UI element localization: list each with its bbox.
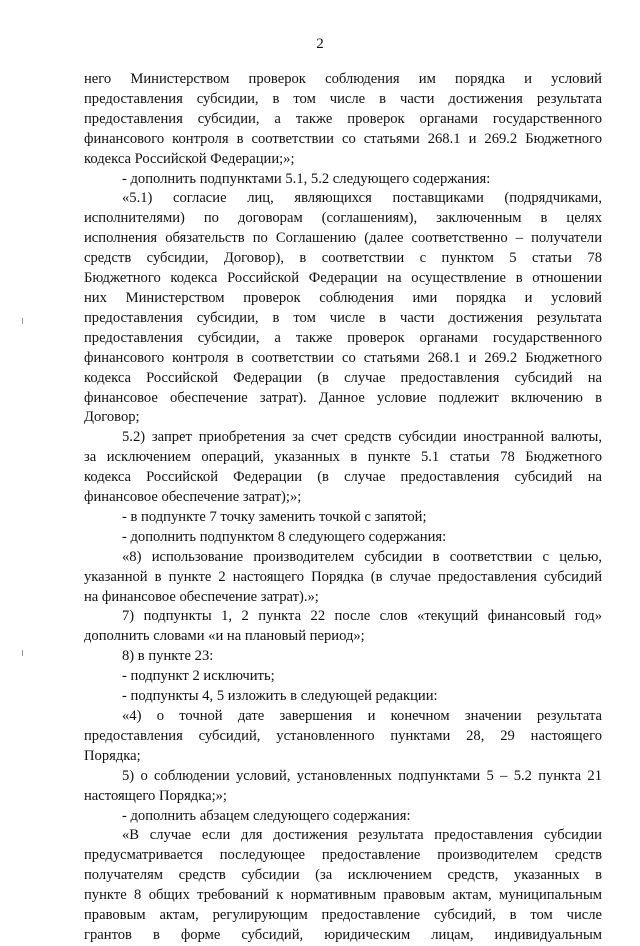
text-line: «В случае если для достижения результата предоставления субсидии	[122, 827, 602, 844]
text-line: предоставления субсидии, а также проверок органами государственного	[84, 110, 602, 127]
text-line: - подпункты 4, 5 изложить в следующей редакции:	[122, 688, 438, 705]
document-body	[84, 70, 602, 946]
text-line: предоставления субсидии, в том числе в части достижения результата	[84, 90, 602, 107]
text-line: кодекса Российской Федерации;»;	[84, 150, 295, 167]
text-line: кодекса Российской Федерации (в случае предоставления субсидий на	[84, 369, 602, 386]
text-line: за исключением операций, указанных в пункте 5.1 статьи 78 Бюджетного	[84, 449, 602, 466]
text-line: финансовое обеспечение затрат). Данное условие подлежит включению в	[84, 389, 602, 406]
text-line: - подпункт 2 исключить;	[122, 668, 275, 685]
text-line: 7) подпункты 1, 2 пункта 22 после слов «текущий финансовый год»	[122, 608, 602, 625]
scan-margin-mark	[22, 318, 23, 324]
page-number: 2	[316, 36, 324, 52]
text-line: средств субсидии, Договор), в соответствии с пунктом 5 статьи 78	[84, 250, 602, 267]
text-line: - дополнить подпунктами 5.1, 5.2 следующего содержания:	[122, 170, 491, 187]
text-line: дополнить словами «и на плановый период»;	[84, 628, 365, 645]
text-line: предоставления субсидии, а также проверок органами государственного	[84, 329, 602, 346]
text-line: 5) о соблюдении условий, установленных подпунктами 5 – 5.2 пункта 21	[122, 767, 602, 784]
text-line: «5.1) согласие лиц, являющихся поставщиками (подрядчиками,	[122, 190, 602, 207]
text-line: правовым актам, регулирующим предоставление субсидий, в том числе	[84, 907, 602, 924]
text-line: - дополнить подпунктом 8 следующего содержания:	[122, 528, 447, 545]
scan-margin-mark	[22, 650, 23, 656]
text-line: 8) в пункте 23:	[122, 648, 214, 665]
text-line: пункте 8 общих требований к нормативным правовым актам, муниципальным	[84, 887, 602, 904]
text-line: грантов в форме субсидий, юридическим лицам, индивидуальным	[84, 926, 602, 943]
text-line: получателям средств субсидии (за исключением средств, указанных в	[84, 867, 602, 884]
text-line: них Министерством проверок соблюдения ими порядка и условий	[84, 289, 602, 306]
text-line: предусматривается последующее предоставление производителем средств	[84, 847, 602, 864]
text-line: исполнителями) по договорам (соглашениям), заключенным в целях	[84, 210, 602, 227]
text-line: указанной в пункте 2 настоящего Порядка (в случае предоставления субсидий	[84, 568, 602, 585]
text-line: финансового контроля в соответствии со статьями 268.1 и 269.2 Бюджетного	[84, 349, 602, 366]
text-line: него Министерством проверок соблюдения им порядка и условий	[84, 71, 602, 87]
text-line: исполнения обязательств по Соглашению (далее соответственно – получатели	[84, 230, 602, 247]
text-line: Бюджетного кодекса Российской Федерации на осуществление в отношении	[84, 270, 602, 287]
text-line: 5.2) запрет приобретения за счет средств субсидии иностранной валюты,	[122, 429, 602, 446]
text-line: Договор;	[84, 409, 140, 426]
text-line: настоящего Порядка;»;	[84, 787, 227, 804]
text-line: на финансовое обеспечение затрат).»;	[84, 588, 319, 605]
text-line: финансовое обеспечение затрат);»;	[84, 489, 302, 506]
text-line: - дополнить абзацем следующего содержания:	[122, 807, 411, 824]
text-line: предоставления субсидий, установленного пунктами 28, 29 настоящего	[84, 727, 602, 744]
text-line: Порядка;	[84, 747, 141, 764]
text-line: «4) о точной дате завершения и конечном значении результата	[122, 708, 602, 724]
text-line: предоставления субсидии, в том числе в части достижения результата	[84, 309, 602, 326]
text-line: «8) использование производителем субсидии в соответствии с целью,	[122, 548, 602, 565]
text-line: финансового контроля в соответствии со статьями 268.1 и 269.2 Бюджетного	[84, 130, 602, 147]
text-line: - в подпункте 7 точку заменить точкой с запятой;	[122, 508, 427, 525]
text-line: кодекса Российской Федерации (в случае предоставления субсидий на	[84, 469, 602, 486]
